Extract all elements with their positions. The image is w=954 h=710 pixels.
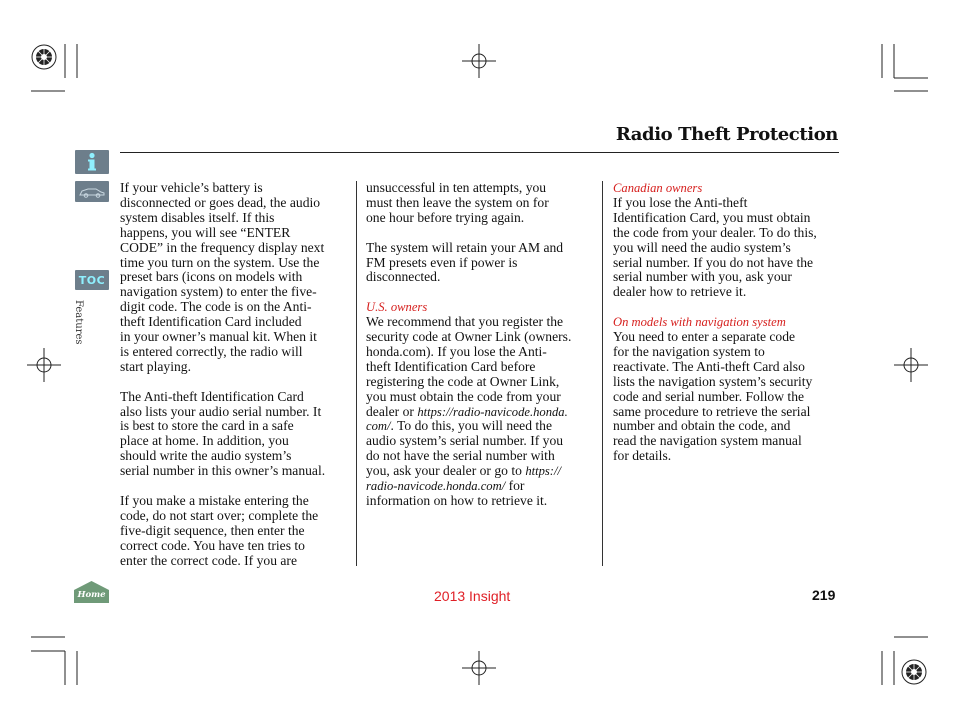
home-button[interactable] [74,580,109,604]
radio-navicode-link-2[interactable]: https:// [525,464,561,479]
us-owners-heading: U.S. owners [366,300,428,315]
info-icon [85,152,99,172]
radio-navicode-link-2-cont[interactable]: radio-navicode.honda.com/ [366,479,506,494]
column-1 [120,181,352,583]
model-name: 2013 Insight [434,588,511,604]
page-number: 219 [812,587,836,603]
column-divider-2 [602,181,603,566]
car-index-button[interactable] [75,181,109,202]
paragraph-unsuccessful: unsuccessful in ten attempts, you must then leave the system on for one hour before trying again. [366,180,549,225]
paragraph-battery: If your vehicle’s battery is disconnected or goes dead, the audio system disables itself. If this happens, you will see “ENTER CODE” in the frequency display next time you turn on the system. Use the preset bars (icons on models with navigation system) to enter the five- digit code. The code is on the Anti- theft Identification Card included in your owner’s manual kit. When it is entered correctly, the radio will start playing. [120,180,325,374]
paragraph-mistake: If you make a mistake entering the code, do not start over; complete the five-digit sequence, then enter the correct code. You have ten tries to enter the correct code. If you are [120,493,319,568]
column-3 [613,181,849,479]
paragraph-navigation: You need to enter a separate code for the navigation system to reactivate. The Anti-theft Card also lists the navigation system’s security code and serial number. Follow the same procedure to retrieve the serial number and obtain the code, and read the navigation system manual for details. [613,329,813,464]
toc-label: TOC [78,273,106,287]
navigation-models-heading: On models with navigation system [613,315,786,330]
page-title: Radio Theft Protection [615,124,838,145]
registration-target-top-left [32,45,56,69]
registration-target-bottom-right [902,660,926,684]
toc-button[interactable] [75,270,109,290]
info-tab-button[interactable] [75,150,109,174]
paragraph-presets: The system will retain your AM and FM presets even if power is disconnected. [366,239,564,285]
canadian-owners-heading: Canadian owners [613,181,703,195]
paragraph-card: The Anti-theft Identification Card also lists your audio serial number. It is best to store the card in a safe place at home. In addition, you should write the audio system’s serial number in this owner’s manual. [120,388,326,479]
header-rule [120,152,839,153]
home-label: Home [77,590,106,600]
radio-navicode-link-cont[interactable]: com/ [366,419,391,434]
paragraph-canadian-owners: If you lose the Anti-theft Identification Card, you must obtain the code from your dealer. To do this, you will need the audio system’s serial number. If you do not have the serial number with you, ask your dealer how to retrieve it. [613,194,817,300]
section-label: Features [73,300,84,345]
car-icon [78,186,106,198]
radio-navicode-link[interactable]: https://radio-navicode.honda. [417,404,568,419]
column-2 [366,181,600,524]
paragraph-us-owners: We recommend that you register the security code at Owner Link (owners. honda.com). If you lose the Anti- theft Identification Card before registering the code at Owner Link, you must obtain the code from your dealer or https://radio-navicode.honda. com/. To do this, you will need the audio system’s serial number. If you do not have the serial number with you, ask your dealer or go to https:// radio-navicode.honda.com/ for information on how to retrieve it. [366,314,572,508]
column-divider-1 [356,181,357,566]
